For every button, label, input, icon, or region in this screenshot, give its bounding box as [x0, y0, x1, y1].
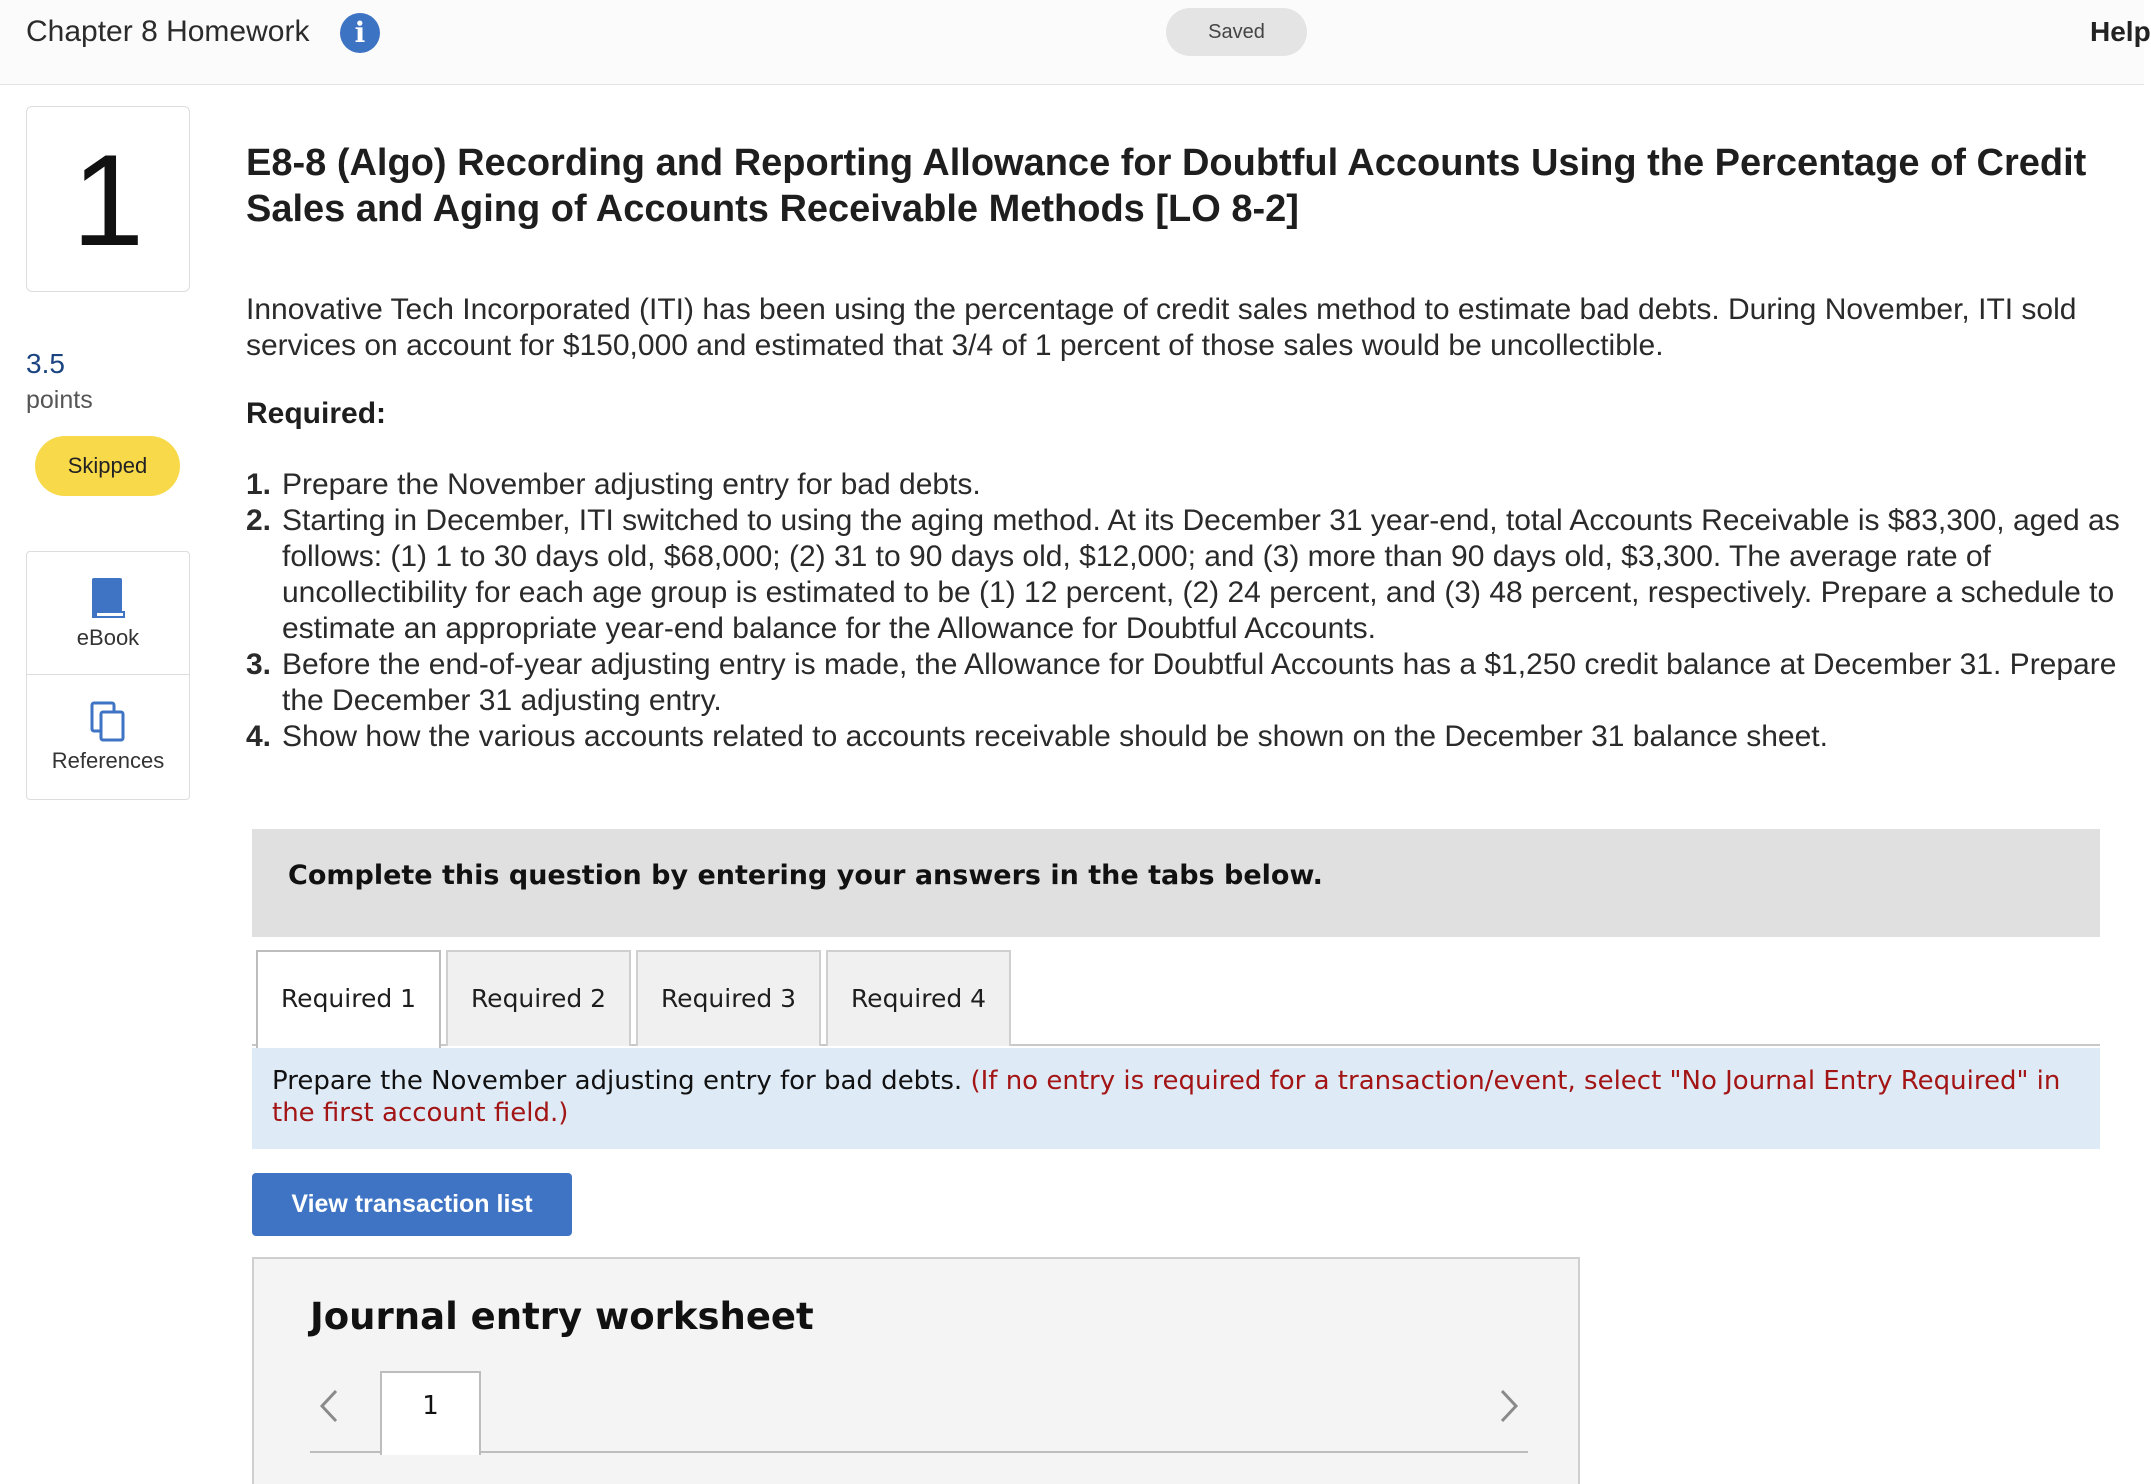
worksheet-page-tab[interactable]: 1 [380, 1371, 481, 1455]
references-label: References [51, 748, 165, 773]
question-title: E8-8 (Algo) Recording and Reporting Allowance for Doubtful Accounts Using the Percentage of Credit Sales and Aging of Accounts Receivable Methods [LO 8-2] [246, 142, 2087, 230]
worksheet-title: Journal entry worksheet [310, 1295, 814, 1338]
status-badge: Skipped [35, 436, 180, 496]
ebook-button[interactable] [27, 552, 189, 675]
requirement-text: Show how the various accounts related to accounts receivable should be shown on the December 31 balance sheet. [282, 720, 1828, 753]
tab-required-4[interactable]: Required 4 [826, 950, 1011, 1046]
book-icon [88, 576, 128, 620]
requirement-item [246, 719, 2136, 755]
ebook-label: eBook [76, 625, 140, 650]
chevron-right-icon[interactable] [1488, 1381, 1528, 1431]
points-label: points [26, 386, 93, 414]
question-number: 1 [26, 106, 190, 292]
worksheet-page-divider [310, 1451, 1528, 1453]
prompt-text: Prepare the November adjusting entry for bad debts. [272, 1066, 963, 1096]
prompt-note: (If no entry is required for a transaction/event, select "No Journal Entry Required" in the first account field.) [272, 1066, 2061, 1128]
copy-pages-icon [88, 699, 128, 743]
journal-entry-worksheet [252, 1257, 1580, 1484]
requirement-number: 4. [246, 720, 272, 753]
info-icon[interactable]: i [340, 13, 380, 53]
instruction-banner-text: Complete this question by entering your answers in the tabs below. [288, 860, 1323, 891]
requirement-number: 3. [246, 648, 272, 681]
requirement-item [246, 647, 2136, 719]
requirement-number: 1. [246, 468, 272, 501]
requirement-text: Prepare the November adjusting entry for bad debts. [282, 468, 981, 501]
top-bar [0, 0, 2151, 85]
requirement-text: Before the end-of-year adjusting entry is made, the Allowance for Doubtful Accounts has a $1,250 credit balance at December 31. Prepare the December 31 adjusting entry. [282, 648, 2117, 717]
points-value: 3.5 [26, 348, 65, 379]
requirements-list [246, 467, 2136, 755]
resources-panel [26, 551, 190, 800]
requirement-item [246, 503, 2136, 647]
instruction-banner [252, 829, 2100, 937]
tab-required-3[interactable]: Required 3 [636, 950, 821, 1046]
chevron-left-icon[interactable] [310, 1381, 350, 1431]
view-transaction-list-button[interactable]: View transaction list [252, 1173, 572, 1236]
question-intro: Innovative Tech Incorporated (ITI) has been using the percentage of credit sales method to estimate bad debts. During November, ITI sold services on account for $150,000 and estimated that 3/4 of 1 percent of those sales would be uncollectible. [246, 293, 2077, 362]
references-button[interactable] [27, 675, 189, 798]
tab-required-2[interactable]: Required 2 [446, 950, 631, 1046]
requirement-number: 2. [246, 504, 272, 537]
tab-required-1[interactable]: Required 1 [256, 950, 441, 1048]
tab-prompt [252, 1048, 2100, 1149]
help-link[interactable]: Help [2090, 16, 2151, 47]
requirement-text: Starting in December, ITI switched to using the aging method. At its December 31 year-end, total Accounts Receivable is $83,300, aged as follows: (1) 1 to 30 days old, $68,000; (2) 31 to 90 days old, $12,000; and (3) more than 90 days old, $3,300. The average rate of uncollectibility for each age group is estimated to be (1) 12 percent, (2) 24 percent, and (3) 48 percent, respectively. Prepare a schedule to estimate an appropriate year-end balance for the Allowance for Doubtful Accounts. [282, 504, 2120, 645]
requirement-item [246, 467, 2136, 503]
saved-status: Saved [1166, 8, 1307, 56]
assignment-title: Chapter 8 Homework [26, 15, 310, 48]
required-heading: Required: [246, 397, 387, 430]
required-tabs [252, 950, 2100, 1046]
